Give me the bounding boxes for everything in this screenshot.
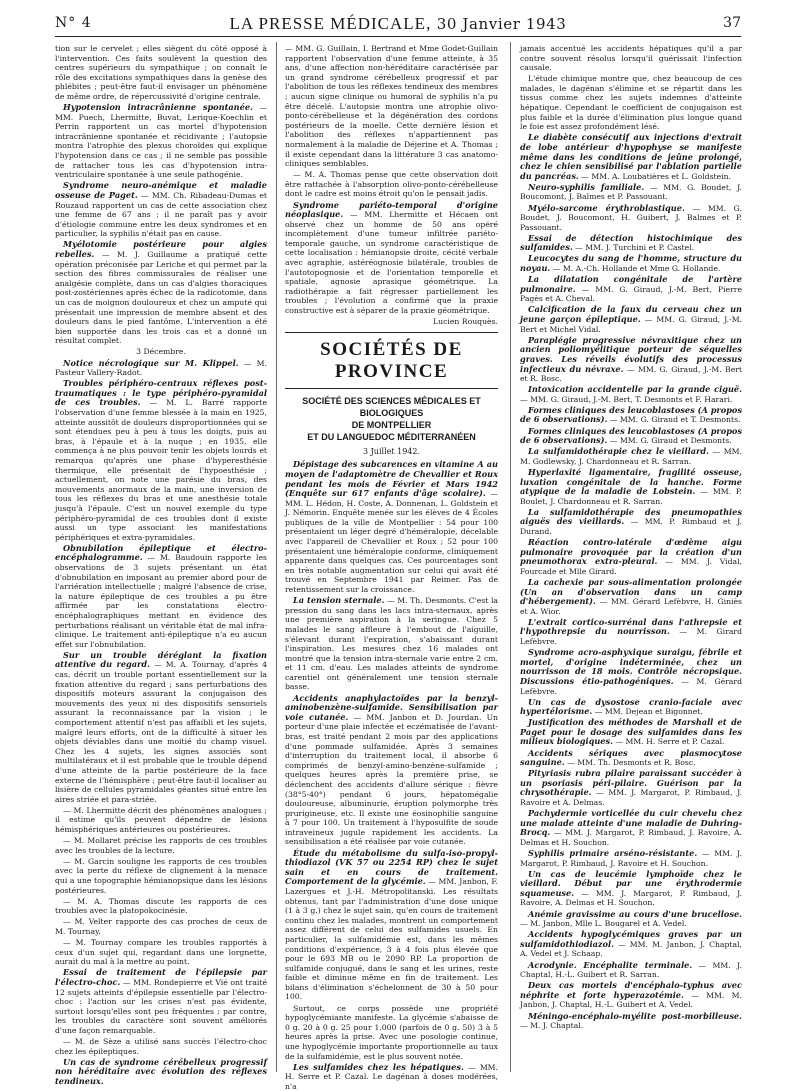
article-paragraph <box>55 1058 267 1087</box>
article-text: 3 Décembre. <box>136 347 186 357</box>
article-paragraph <box>285 1004 498 1062</box>
article-text: — MM. G. Giraud et T. Desmonts. <box>607 415 741 425</box>
article-text: — MM. G. Giraud et Desmonts. <box>607 436 732 446</box>
article-heading: Réaction contro-latérale d'œdème aigu pulmonaire provoquée par la création d'un pneumothorax extra-pleural. <box>520 537 742 567</box>
article-paragraph <box>285 317 498 327</box>
article-paragraph <box>55 897 267 916</box>
article-paragraph <box>55 968 267 1035</box>
article-text: — MM. Rondepierre et Vié ont traité 12 sujets atteints d'épilepsie essentielle par l'électro-choc : l'action sur les crises n'est pas évidente, surtout lorsqu'elles sont peu fréquentes ; par contre, les troubles du caractère sont souvent améliorés d'une façon remarquable. <box>55 977 267 1035</box>
article-paragraph <box>520 769 742 807</box>
article-heading: Leucocytes du sang de l'homme, structure du noyau. <box>520 253 742 274</box>
article-paragraph <box>285 694 498 848</box>
article-heading: Pityriasis rubra pilaire paraissant succéder à un psoriasis péri-pilaire. Guérison par la chrysothérapie. <box>520 768 742 798</box>
article-text: — MM. G. Giraud, J.-M. Bert, Pierre Pagès et A. Cheval. <box>520 284 742 304</box>
article-heading: Accidents anaphylactoïdes par la benzyl-aminobenzène-sulfamide. Sensibilisation par voie cutanée. <box>285 692 498 722</box>
article-heading: Deux cas mortels d'encéphalo-typhus avec néphrite et forte hyperazotémie. <box>520 980 742 1000</box>
article-text: — MM. M. Godlewsky, J. Chardonneau et R. Sarran. <box>520 447 742 466</box>
article-paragraph <box>285 849 498 1003</box>
article-heading: Syndrome acro-asphyxique suraigu, fébrile et mortel, d'origine indéterminée, chez un nourrisson de 18 mois. Contrôle nécropsique. Discussions étio-pathogéniques. <box>520 647 742 686</box>
article-heading: Accidents sériques avec plasmocytose sanguine. <box>520 747 742 768</box>
article-text: — M. Gérard Lefèbvre. <box>520 676 742 696</box>
article-paragraph <box>520 578 742 616</box>
article-text: — M. A. Tournay, d'après 4 cas, décrit un trouble portant essentiellement sur la fixation attentive du regard ; sans perturbations des dispositifs moteurs assurant la conjugaison des mouvements des yeux ni des dispositifs sensoriels assurant la reconnaissance par la vision ; le comportement attentif n'est pas affaibli et les sujets, malgré leurs efforts, ont de la difficulté à situer les objets déviables dans une moitié du champ visuel. Chez les 4 sujets, les signes associés sont multilatéraux et il est probable que le trouble dépend d'une atteinte de la partie postérieure de la face externe de l'hémisphère ; peut-être faut-il localiser au lisière de cellules pyramidales géantes situé entre les aires striée et para-striée. <box>55 660 267 804</box>
article-paragraph <box>520 254 742 273</box>
society-name-line-2: DE MONTPELLIER <box>351 419 432 430</box>
article-paragraph <box>520 508 742 537</box>
article-paragraph <box>55 857 267 895</box>
article-text: — M. Th. Desmonts. C'est la pression du sang dans les lacs intra-sternaux, après une première aspiration à la seringue. Chez 5 malades le sang affleure à l'embout de l'aiguille, s'élevant durant l'expiration, s'abaissant durant l'inspiration. Les mesures chez 16 malades ont montré que la tension intra-sternale varie entre 2 cm. et 11 cm. d'eau. Les malades atteints de syndrome carentiel ont généralement une tension sternale basse. <box>285 596 498 692</box>
article-text: — MM. Lhermitte et Hécaen ont observé chez un homme de 50 ans opéré incomplètement d'une tumeur infiltrée pariéto-temporale gauche, un syndrome caractéristique de cette localisation : hémianopsie droite, cécité verbale avec agraphie, astéréognosie bilatérale, troubles de l'autotopognosie et de l'orientation temporelle et spatiale, agnosie aprasique géométrique. La radiothérapie a fait régresser partiellement les troubles ; l'évolution a confirmé que la praxie constructive est à séparer de la praxie géométrique. <box>285 210 498 316</box>
article-heading: Formes cliniques des leucoblastoses (A propos de 6 observations). <box>520 404 742 425</box>
article-text: Lucien Rouquès. <box>433 317 498 327</box>
article-text: — MM. J. Chaptal, H.-L. Guibert et R. Sarran. <box>520 960 742 980</box>
article-text: — M. L. Barré rapporte l'observation d'une femme blessée à la main en 1925, atteinte aussitôt de douleurs disproportionnées qui se sont étendues peu à peu à tous les doigts, puis au bras, à l'épaule et à la nuque ; en 1935, elle commença à ne plus pouvoir tenir les objets lourds et remarqua qu'après une phase d'hyperesthésie thermique, elle présentait de l'hypoesthésie ; actuellement, on note une parésie du bras, des mouvements anormaux de la main, une inversion de tous les réflexes du bras et une anesthésie totale jusqu'à l'épaule. C'est un nouvel exemple du type périphéro-pyramidal de ces troubles dont il existe aussi un type associant les manifestations périphériques et extra-pyramidales. <box>55 398 267 542</box>
column-rule-2 <box>510 42 511 1072</box>
journal-title <box>55 14 741 34</box>
article-heading: Pachydermie vorticellée du cuir chevelu chez une malade atteinte d'une maladie de Duhring-Brocq. <box>520 808 742 838</box>
article-text: — MM. L. Hédon, H. Coste, A. Donnenan, L. Goldstein et J. Némorin. Enquête menée sur les élèves de 4 Écoles publiques de la ville de Montpellier : 54 pour 100 présentaient un léger degré d'héméralopie, décelable avec l'appareil de Chevallier et Roux ; 52 pour 100 présentaient une héméralopie conforme, cliniquement apparente dans quelques cas. Ces pourcentages sont en très notable augmentation sur celui qui avait été trouvé en Septembre 1941 par Reimer. Pas de retentissement sur la croissance. <box>285 489 498 595</box>
page-number: 37 <box>723 15 741 31</box>
article-text: — MM. M. Janbon, J. Chaptal, A. Vedel et J. Schaap. <box>520 939 742 959</box>
article-heading: Syndrome neuro-anémique et maladie osseuse de Paget. <box>55 180 267 200</box>
article-text: — MM. G. Boudet, J. Boucomont, J. Balmes et P. Passouant. <box>520 182 743 202</box>
article-text: — MM. G. Giraud, J.-M. Bert et R. Bosc. <box>520 364 743 384</box>
article-paragraph <box>55 917 267 936</box>
article-paragraph <box>55 806 267 835</box>
article-paragraph <box>520 406 742 425</box>
article-heading: Obnubilation épileptique et électro-encéphalogramme. <box>55 542 267 563</box>
article-text: — M. A. Thomas pense que cette observation doit être rattachée à l'absorption olivo-ponto-cérébelleuse dont le cadre est moins étroit qu'on le pensait jadis. <box>285 170 498 199</box>
article-heading: Formes cliniques des leucoblastoses (A propos de 6 observations). <box>520 425 742 446</box>
article-heading: Un cas de leucémie lymphoïde chez le vieillard. Début par une érythrodermie squameuse. <box>520 868 742 898</box>
article-paragraph <box>285 170 498 199</box>
article-text: jamais accentué les accidents hépatiques qu'il a par contre souvent résolus lorsqu'il guérissait l'infection causale. <box>520 44 742 73</box>
article-paragraph <box>520 275 742 304</box>
article-paragraph <box>285 596 498 692</box>
article-text: — MM. G. Boudet, J. Boucomont, H. Guibert, J. Balmes et P. Passouant. <box>520 203 742 232</box>
section-rule-bottom <box>285 388 498 389</box>
article-text: — MM. Janbon et D. Jourdan. Un porteur d'une plaie infectée et eczématisée de l'avant-bras, est traité pendant 2 mois par des applications d'une pommade sulfamidée. Après 3 semaines d'interruption du traitement local, il absorbe 6 comprimés de benzyl-amino-benzène-sulfamide ; quelques heures après la première prise, se déclenchent des accidents d'allure sérique : fièvre (38°5-40°) pendant 6 jours, hépatomégalie douloureuse, albuminurie, éruption polymorphe très prurigineuse, etc. Il existe une éosinophilie sanguine à 7 pour 100. Un traitement à l'hyposulfite de soude intraveineux jugule rapidement les accidents. La sensibilisation a été réalisée par voie cutanée. <box>285 712 498 847</box>
article-text: — MM. J. Turchini et P. Castel. <box>572 243 695 253</box>
article-heading: Syphilis primaire arséno-résistante. <box>528 848 698 858</box>
article-text: — M. Tournay compare les troubles rapportés à ceux d'un sujet qui, regardant dans une lorgnette, aurait du mal à la mettre au point. <box>55 938 267 967</box>
column-rule-1 <box>276 42 277 1072</box>
article-paragraph <box>520 961 742 980</box>
article-text: — M. J. Guillaume a pratiqué cette opération préconisée par Leriche et qui permet par la section des fibres commissurales de réaliser une analgésie complète, dans un cas d'algies thoraciques post-zostériennes après échec de la radicotomie, dans un cas de moignon douloureux et chez un amputé qui présentait une impression de membre absent et des douleurs dans le pied fantôme. L'intervention a été bien supportée dans les trois cas et a donné un résultat complet. <box>55 249 267 346</box>
article-paragraph <box>520 718 742 747</box>
column-1 <box>55 44 268 1086</box>
article-paragraph <box>520 870 742 908</box>
article-text: — M. Velter rapporte des cas proches de ceux de M. Tournay. <box>55 917 267 936</box>
article-paragraph <box>55 1037 267 1056</box>
article-text: — MM. Dejean et Bigonnet. <box>592 707 703 717</box>
article-text: — M. Mollaret précise les rapports de ces troubles avec les troubles de la lecture. <box>55 836 267 855</box>
article-text: — MM. G. Giraud, J.-M. Bert, T. Desmonts et F. Harari. <box>520 394 733 404</box>
article-paragraph <box>285 201 498 316</box>
article-paragraph <box>520 336 742 384</box>
journal-name: LA PRESSE MÉDICALE, <box>229 14 432 33</box>
article-paragraph <box>520 749 742 768</box>
article-text: — M. Pasteur Vallery-Radot. <box>55 358 267 378</box>
article-text: — MM. G. Guillain, I. Bertrand et Mme Godet-Guillain rapportent l'observation d'une femme atteinte, à 35 ans, d'une affection non-héréditaire caractérisée par un grand syndrome cérébelleux progressif et par l'abolition de tous les réflexes tendineux des membres ; aucun signe clinique ou humoral de syphilis n'a pu être décelé. L'autopsie montra une atrophie olivo-ponto-cérébelleuse et la dégénération des cordons postérieurs de la moelle. Cette dernière lésion et l'abolition des réflexes n'appartiennent pas normalement à la maladie de Déjerine et A. Thomas ; il existe cependant dans la littérature 3 cas anatomo-cliniques semblables. <box>285 44 498 169</box>
article-text: — MM. G. Giraud, J.-M. Bert et Michel Vidal. <box>520 315 743 334</box>
article-text: — MM. Ch. Ribadeau-Dumas et Rouzaud rapportent un cas de cette association chez une femme de 67 ans ; il ne paraît pas y avoir d'étiologie commune entre les deux syndromes et en particulier, la syphilis n'était pas en cause. <box>55 190 267 239</box>
article-text: — M. Janbon, Mlle L. Bougarel et A. Vedel. <box>520 919 687 929</box>
article-paragraph <box>520 427 742 446</box>
article-text: — M. de Sèze a utilisé sans succès l'électro-choc chez les épileptiques. <box>55 1036 267 1056</box>
article-heading: Étude du métabolisme du sulfa-iso-propyl-thiodiazol (VK 57 ou 2254 RP) chez le sujet sain et en cours de traitement. Comportement de la glycémie. <box>285 847 498 887</box>
article-paragraph <box>520 930 742 959</box>
article-paragraph <box>55 544 267 650</box>
article-text: — MM. Th. Desmonts et R. Bosc. <box>564 758 696 768</box>
article-paragraph <box>520 910 742 929</box>
society-name <box>285 395 498 443</box>
article-paragraph <box>520 74 742 132</box>
article-text: — MM. J. Margarot, P. Rimbaud, J. Ravoire, A. Delmas et H. Souchon. <box>520 828 742 847</box>
article-heading: Calcification de la faux du cerveau chez un jeune garçon épileptique. <box>520 304 742 325</box>
article-heading: Hyperlaxité ligamentaire, fragilité osseuse, luxation congénitale de la hanche. Forme atypique de la maladie de Lobstein. <box>520 466 742 497</box>
article-text: — MM. H. Serre et P. Cazal. Le dagénan à doses modérées, n'a <box>285 1062 499 1091</box>
article-heading: Hypotension intracrânienne spontanée. <box>63 102 253 113</box>
article-heading: Myélo-sarcome érythroblastique. <box>528 202 685 213</box>
article-text: — MM. J. Vidal, Fourcade et Mlle Girard. <box>520 557 743 576</box>
article-heading: L'extrait cortico-surrénal dans l'athrepsie et l'hypothrepsie du nourrisson. <box>520 616 742 637</box>
article-text: — M. Lhermitte décrit des phénomènes analogues ; il estime qu'ils peuvent dépendre de lésions hémisphériques antérieures ou postérieures. <box>55 805 267 834</box>
section-title: SOCIÉTÉS DE PROVINCE <box>320 338 463 382</box>
article-text: — M. A. Thomas discute les rapports de ces troubles avec la platopokocinésie. <box>55 896 267 916</box>
article-paragraph <box>55 938 267 967</box>
article-paragraph <box>520 809 742 847</box>
article-text: — MM. P. Boulet, J. Chardonneau et R. Sarran. <box>520 487 742 506</box>
section-rule-top <box>285 332 498 333</box>
article-heading: Dépistage des subcarences en vitamine A au moyen de l'adaptomètre de Chevallier et Roux pendant les mois de Février et Mars 1942 (Enquête sur 617 enfants d'âge scolaire). <box>285 459 498 499</box>
article-text: — M. Baudouin rapporte les observations de 3 sujets présentant un état d'obnubilation en imposant au premier abord pour de l'arriération intellectuelle ; malgré l'absence de crise, la nature épileptique de ces troubles a pu être affirmée par les constatations électro-encéphalographiques mettant en évidence des perturbations réalisant un véritable état de mal infra-clinique. Le traitement anti-épileptique n'a eu aucun effet sur l'obnubilation. <box>55 553 267 649</box>
article-heading: Syndrome pariéto-temporal d'origine néoplasique. <box>285 199 498 220</box>
article-heading: Intoxication accidentelle par la grande ciguë. <box>528 384 742 395</box>
article-paragraph <box>55 347 267 357</box>
column-3 <box>520 44 742 1070</box>
article-paragraph <box>520 234 742 253</box>
article-heading: Sur un trouble déréglant la fixation attentive du regard. <box>55 649 267 670</box>
article-heading: Essai de détection histochimique des sulfamides. <box>520 232 742 253</box>
article-heading: Myélotomie postérieure pour algies rebelles. <box>55 239 267 259</box>
article-heading: La sulfamidothérapie chez le vieillard. <box>528 446 709 457</box>
article-paragraph <box>55 240 267 346</box>
article-paragraph <box>285 460 498 594</box>
article-text: — MM. A. Loubatières et L. Goldstein. <box>578 171 732 181</box>
article-text: — MM. Puech, Lhermitte, Buvat, Lerique-Koechlin et Perrin rapportent un cas mortel d'hypotension intracrânienne spontanée et récidivante ; l'autopsie montra l'atrophie des plexus choroïdes qui explique l'hypotension dans ce cas ; il ne semble pas possible de rattacher tous les cas d'hypotension intra-ventriculaire spontanée à une seule pathogénie. <box>55 103 268 180</box>
article-text: — MM. J. Margarot, P. Rimbaud, J. Ravoire et H. Souchon. <box>520 849 742 868</box>
article-paragraph <box>520 204 742 233</box>
issue-date: 30 Janvier 1943 <box>436 15 567 33</box>
article-paragraph <box>55 836 267 855</box>
article-heading: La tension sternale. <box>293 595 385 606</box>
article-paragraph <box>285 1063 498 1091</box>
article-paragraph <box>520 849 742 868</box>
article-paragraph <box>520 133 742 181</box>
article-heading: Le diabète consécutif aux injections d'extrait de lobe antérieur d'hypophyse se manifeste même dans les conditions de jeûne prolongé, chez le chien sensibilisé par l'ablation partielle du pancréas. <box>520 132 742 181</box>
article-heading: Acrodynie. Encéphalite terminale. <box>528 959 693 970</box>
article-text: — MM. J. Margarot, P. Rimbaud, J. Ravoire, A. Delmas et H. Souchon. <box>520 888 742 908</box>
article-paragraph <box>55 651 267 805</box>
article-text: tion sur le cervelet ; elles siègent du côté opposé à l'intervention. Ces faits soulèvent la question des centres supérieurs du sympathique ; on connaît le rôle des excitations sympathiques dans la genèse des phlébites ; peut-être faut-il envisager un phénomène de même ordre, de répercussivité d'origine centrale. <box>55 44 267 101</box>
society-name-line-3: ET DU LANGUEDOC MÉDITERRANÉEN <box>307 431 476 442</box>
article-heading: Justification des méthodes de Marshall et de Paget pour le dosage des sulfamides dans les milieux biologiques. <box>520 717 742 747</box>
article-heading: Méningo-encéphalo-myélite post-morbilleuse. <box>528 1010 742 1021</box>
article-heading: La sulfamidothérapie des pneumopathies aiguës des vieillards. <box>520 506 742 527</box>
article-text: L'étude chimique montre que, chez beaucoup de ces malades, le dagénan s'élimine et se répartit dans les tissus comme chez les sujets indemnes d'atteinte hépatique. Cependant le coefficient de conjugaison est plus faible et la durée d'élimination plus longue quand le foie est assez profondément lésé. <box>520 74 742 132</box>
article-heading: Anémie gravissime au cours d'une brucellose. <box>528 908 742 919</box>
article-heading: Troubles périphéro-centraux réflexes post-traumatiques : le type périphéro-pyramidal de ces troubles. <box>55 378 267 408</box>
article-heading: Essai de traitement de l'épilepsie par l'électro-choc. <box>55 967 267 987</box>
article-heading: Les sulfamides chez les hépatiques. <box>293 1061 464 1072</box>
article-text: — M. Garcin souligne les rapports de ces troubles avec la perte du réflexe de clignement à la menace qui a une topographie hémianopsique dans les lésions postérieures. <box>55 856 267 895</box>
article-paragraph <box>520 538 742 576</box>
session-date: 3 Juillet 1942. <box>362 446 421 456</box>
column-2 <box>285 44 499 1091</box>
article-paragraph <box>520 1012 742 1031</box>
article-text: — MM. M. Janbon, J. Chaptal, H.-L. Guibert et A. Vedel. <box>520 990 742 1010</box>
article-text: — MM. H. Serre et P. Cazal. <box>612 737 725 747</box>
article-text: — MM. J. Margarot, P. Rimbaud, J. Ravoire et A. Delmas. <box>520 788 742 808</box>
article-paragraph <box>520 648 742 696</box>
article-paragraph <box>520 305 742 334</box>
societes-de-province-section <box>285 332 498 457</box>
article-text: — MM. P. Rimbaud et J. Durand. <box>520 517 742 536</box>
article-heading: Accidents hypoglycémiques graves par un sulfamidothiodiazol. <box>520 929 742 949</box>
article-paragraph <box>285 44 498 169</box>
article-heading: Paraplégie progressive névraxitique chez un ancien poliomyélitique porteur de séquelles graves. Les réveils évolutifs des processus infectieux du névraxe. <box>520 334 742 374</box>
article-paragraph <box>520 618 742 647</box>
article-paragraph <box>55 44 267 102</box>
article-paragraph <box>55 359 267 378</box>
article-text: — M. J. Chaptal. <box>520 1021 584 1031</box>
article-paragraph <box>520 44 742 73</box>
society-name-line-1: SOCIÉTÉ DES SCIENCES MÉDICALES ET BIOLOGIQUES <box>302 395 481 418</box>
article-text: — M. Girard Lefèbvre. <box>520 627 742 647</box>
article-heading: La dilatation congénitale de l'artère pulmonaire. <box>520 274 742 294</box>
article-text: Surtout, ce corps possède une propriété hypoglycémiante manifeste. La glycémie s'abaisse de 0 g. 20 à 0 g. 25 pour 1.000 (parfois de 0 g. 50) 3 à 5 heures après la prise. Avec une posologie continue, une hypoglycémie importante proportionnelle au taux de la sulfamidémie, est le plus souvent notée. <box>285 1003 498 1061</box>
article-paragraph <box>55 379 267 542</box>
article-paragraph <box>520 981 742 1010</box>
article-paragraph <box>520 468 742 506</box>
article-heading: Un cas de syndrome cérébelleux progressif non héréditaire avec évolution des réflexes tendineux. <box>55 1056 267 1086</box>
issue-number: N° 4 <box>55 15 92 31</box>
article-text: — MM. Janbon, F. Lazergues et J.-H. Métropolitanski. Les résultats obtenus, tant par l'administration d'une dose unique (1 à 3 g.) chez le sujet sain, qu'en cours de traitement continu chez les malades, montrent un comportement assez différent de celui des sulfamides usuels. En particulier, la sulfamidémie est, dans les mêmes conditions d'expérience, 3 à 4 fois plus élevée que pour le 693 MB ou le 2090 RP. La proportion de sulfamide conjugué, dans le sang et les urines, reste faible et diminue même en fin de traitement. Les bilans d'élimination s'échelonnent de 30 à 50 pour 100. <box>285 877 498 1002</box>
article-heading: Un cas de dysostose cranio-faciale avec hypertélorisme. <box>520 696 742 717</box>
article-heading: La cachexie par sous-alimentation prolongée (Un an d'observation dans un camp d'hébergement). <box>520 576 742 607</box>
article-heading: Notice nécrologique sur M. Klippel. <box>63 357 239 368</box>
article-paragraph <box>55 181 267 239</box>
article-paragraph <box>520 385 742 404</box>
article-paragraph <box>520 447 742 466</box>
article-paragraph <box>55 103 267 180</box>
article-heading: Neuro-syphilis familiale. <box>528 181 645 192</box>
article-text: — M. A.-Ch. Hollande et Mme G. Hollande. <box>550 264 721 274</box>
article-paragraph <box>520 698 742 717</box>
running-header <box>55 14 741 37</box>
article-paragraph <box>520 183 742 202</box>
article-text: — MM. Gérard Lefèbvre, H. Giniès et A. Wior. <box>520 597 742 616</box>
